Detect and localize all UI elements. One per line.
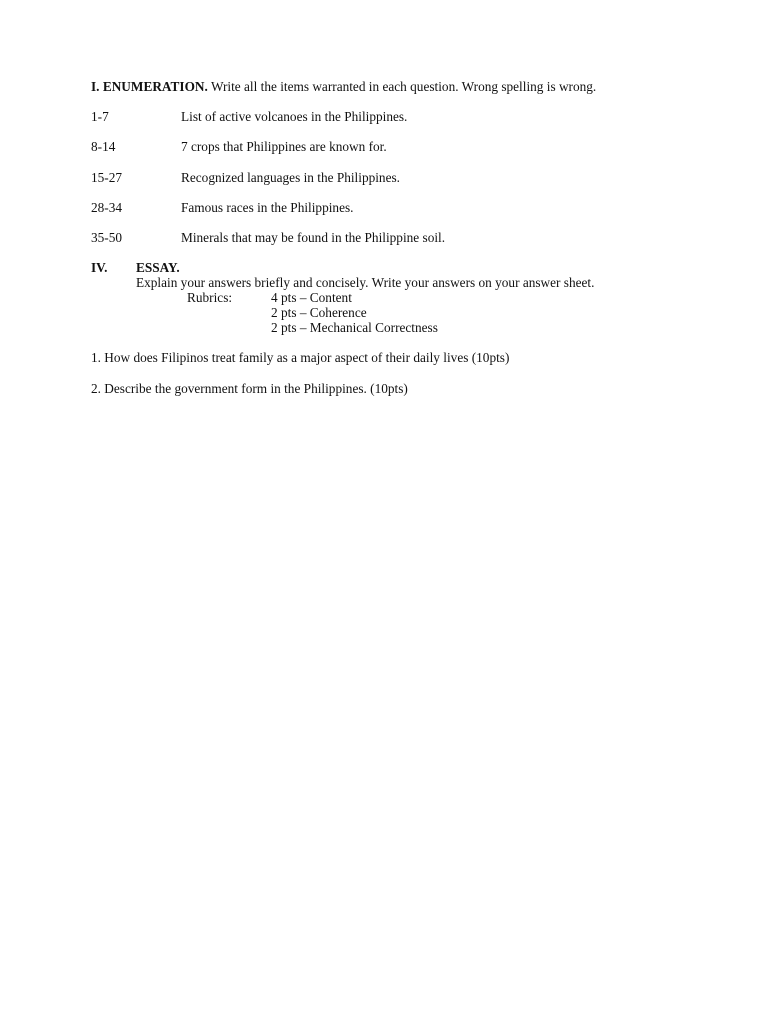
enum-item-range: 15-27: [91, 170, 123, 185]
enum-item-text: List of active volcanoes in the Philippines.: [181, 109, 408, 124]
essay-instruction: Explain your answers briefly and concisely. Write your answers on your answer sheet.: [136, 275, 595, 290]
rubrics-label: Rubrics:: [187, 290, 233, 305]
enum-item-range: 8-14: [91, 139, 116, 154]
rubric-item: 4 pts – Content: [271, 290, 352, 305]
essay-question: 2. Describe the government form in the Philippines. (10pts): [91, 381, 408, 396]
essay-heading: ESSAY.: [136, 260, 180, 275]
enumeration-instruction: Write all the items warranted in each question. Wrong spelling is wrong.: [210, 79, 597, 94]
enum-item-text: Minerals that may be found in the Philippine soil.: [181, 230, 446, 245]
enum-item-range: 35-50: [91, 230, 123, 245]
rubric-item: 2 pts – Mechanical Correctness: [271, 320, 438, 335]
enumeration-header: [91, 79, 596, 94]
enum-item-text: Recognized languages in the Philippines.: [181, 170, 400, 185]
enum-item-range: 28-34: [91, 200, 123, 215]
enum-item-text: 7 crops that Philippines are known for.: [181, 139, 387, 154]
rubric-item: 2 pts – Coherence: [271, 305, 367, 320]
essay-question: 1. How does Filipinos treat family as a major aspect of their daily lives (10pts): [91, 350, 510, 365]
enumeration-heading: I. ENUMERATION.: [91, 79, 208, 94]
essay-numeral: IV.: [91, 260, 108, 275]
enum-item-text: Famous races in the Philippines.: [181, 200, 354, 215]
enum-item-range: 1-7: [91, 109, 109, 124]
